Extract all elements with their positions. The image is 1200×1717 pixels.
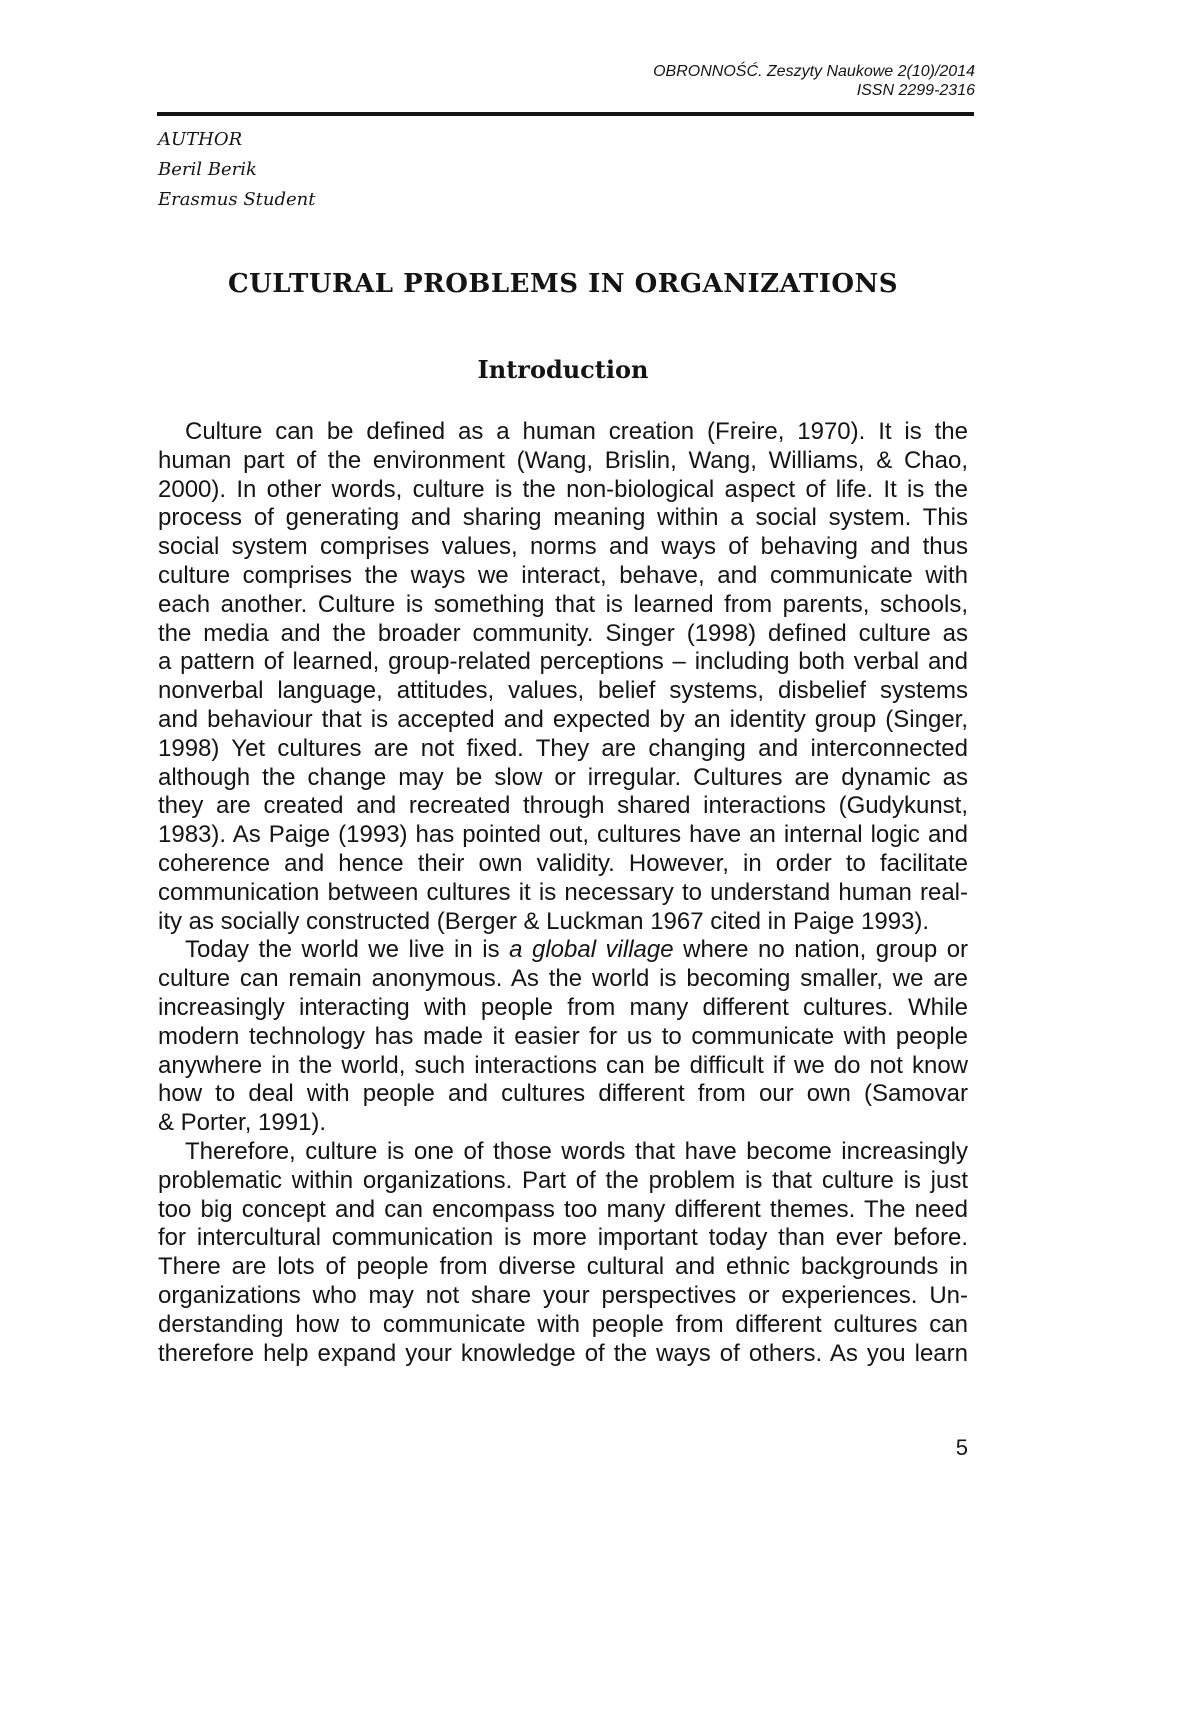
journal-header — [653, 62, 975, 100]
paragraph — [158, 936, 968, 1138]
text-line: the media and the broader community. Singer (1998) defined culture as — [158, 619, 968, 647]
author-name: Beril Berik — [158, 159, 257, 180]
text-line: too big concept and can encompass too many different themes. The need — [158, 1195, 968, 1223]
text-line: how to deal with people and cultures different from our own (Samovar — [158, 1080, 968, 1108]
text-line: increasingly interacting with people from many different cultures. While — [158, 993, 968, 1021]
article-title: CULTURAL PROBLEMS IN ORGANIZATIONS — [227, 269, 899, 299]
text-line: communication between cultures it is necessary to understand human real- — [158, 878, 968, 906]
text-line: 1983). As Paige (1993) has pointed out, cultures have an internal logic and — [158, 821, 968, 849]
text-line: social system comprises values, norms and ways of behaving and thus — [158, 533, 968, 561]
text-line: nonverbal language, attitudes, values, belief systems, disbelief systems — [158, 677, 968, 705]
paragraph — [158, 418, 968, 936]
header-rule — [157, 112, 974, 116]
text-line: human part of the environment (Wang, Brislin, Wang, Williams, & Chao, — [158, 446, 968, 474]
author-label: AUTHOR — [158, 129, 243, 150]
text-line: 1998) Yet cultures are not fixed. They are changing and interconnected — [158, 734, 968, 762]
section-heading: Introduction — [477, 355, 649, 384]
journal-title: OBRONNOŚĆ. Zeszyty Naukowe 2(10)/2014 — [653, 63, 975, 80]
text-line: therefore help expand your knowledge of the ways of others. As you learn — [158, 1339, 968, 1367]
text-line: and behaviour that is accepted and expected by an identity group (Singer, — [158, 705, 968, 733]
author-block — [158, 125, 316, 215]
author-affiliation: Erasmus Student — [158, 189, 316, 210]
paragraph — [158, 1138, 968, 1368]
text-line: for intercultural communication is more important today than ever before. — [158, 1224, 968, 1252]
article-body — [158, 418, 968, 1368]
text-line: & Porter, 1991). — [158, 1109, 327, 1137]
text-line: 2000). In other words, culture is the non-biological aspect of life. It is the — [158, 475, 968, 503]
text-line: although the change may be slow or irregular. Cultures are dynamic as — [158, 763, 968, 791]
issn: ISSN 2299-2316 — [856, 82, 975, 99]
page-number: 5 — [955, 1435, 968, 1460]
text-segment: Today the world we live in is — [185, 936, 500, 964]
text-line: each another. Culture is something that is learned from parents, schools, — [158, 590, 968, 618]
text-line: culture can remain anonymous. As the world is becoming smaller, we are — [158, 965, 968, 993]
text-segment: where no nation, group or — [683, 936, 968, 964]
text-line: a pattern of learned, group-related perceptions – including both verbal and — [158, 648, 968, 676]
text-line: they are created and recreated through shared interactions (Gudykunst, — [158, 792, 968, 820]
text-line: culture comprises the ways we interact, behave, and communicate with — [158, 561, 968, 589]
text-line: problematic within organizations. Part of the problem is that culture is just — [158, 1166, 968, 1194]
text-line: ity as socially constructed (Berger & Luckman 1967 cited in Paige 1993). — [158, 907, 930, 935]
text-line: Culture can be defined as a human creation (Freire, 1970). It is the — [185, 418, 968, 445]
text-line: derstanding how to communicate with people from different cultures can — [158, 1310, 968, 1338]
text-line: process of generating and sharing meaning within a social system. This — [158, 504, 968, 532]
text-line: Therefore, culture is one of those words that have become increasingly — [185, 1137, 968, 1165]
text-line: coherence and hence their own validity. However, in order to facilitate — [158, 849, 968, 877]
emphasis-text: a global village — [509, 936, 674, 964]
text-line — [158, 936, 968, 965]
text-line: There are lots of people from diverse cultural and ethnic backgrounds in — [158, 1253, 968, 1281]
text-line: modern technology has made it easier for us to communicate with people — [158, 1022, 968, 1050]
text-line: anywhere in the world, such interactions can be difficult if we do not know — [158, 1051, 968, 1079]
text-line: organizations who may not share your perspectives or experiences. Un- — [158, 1281, 968, 1309]
